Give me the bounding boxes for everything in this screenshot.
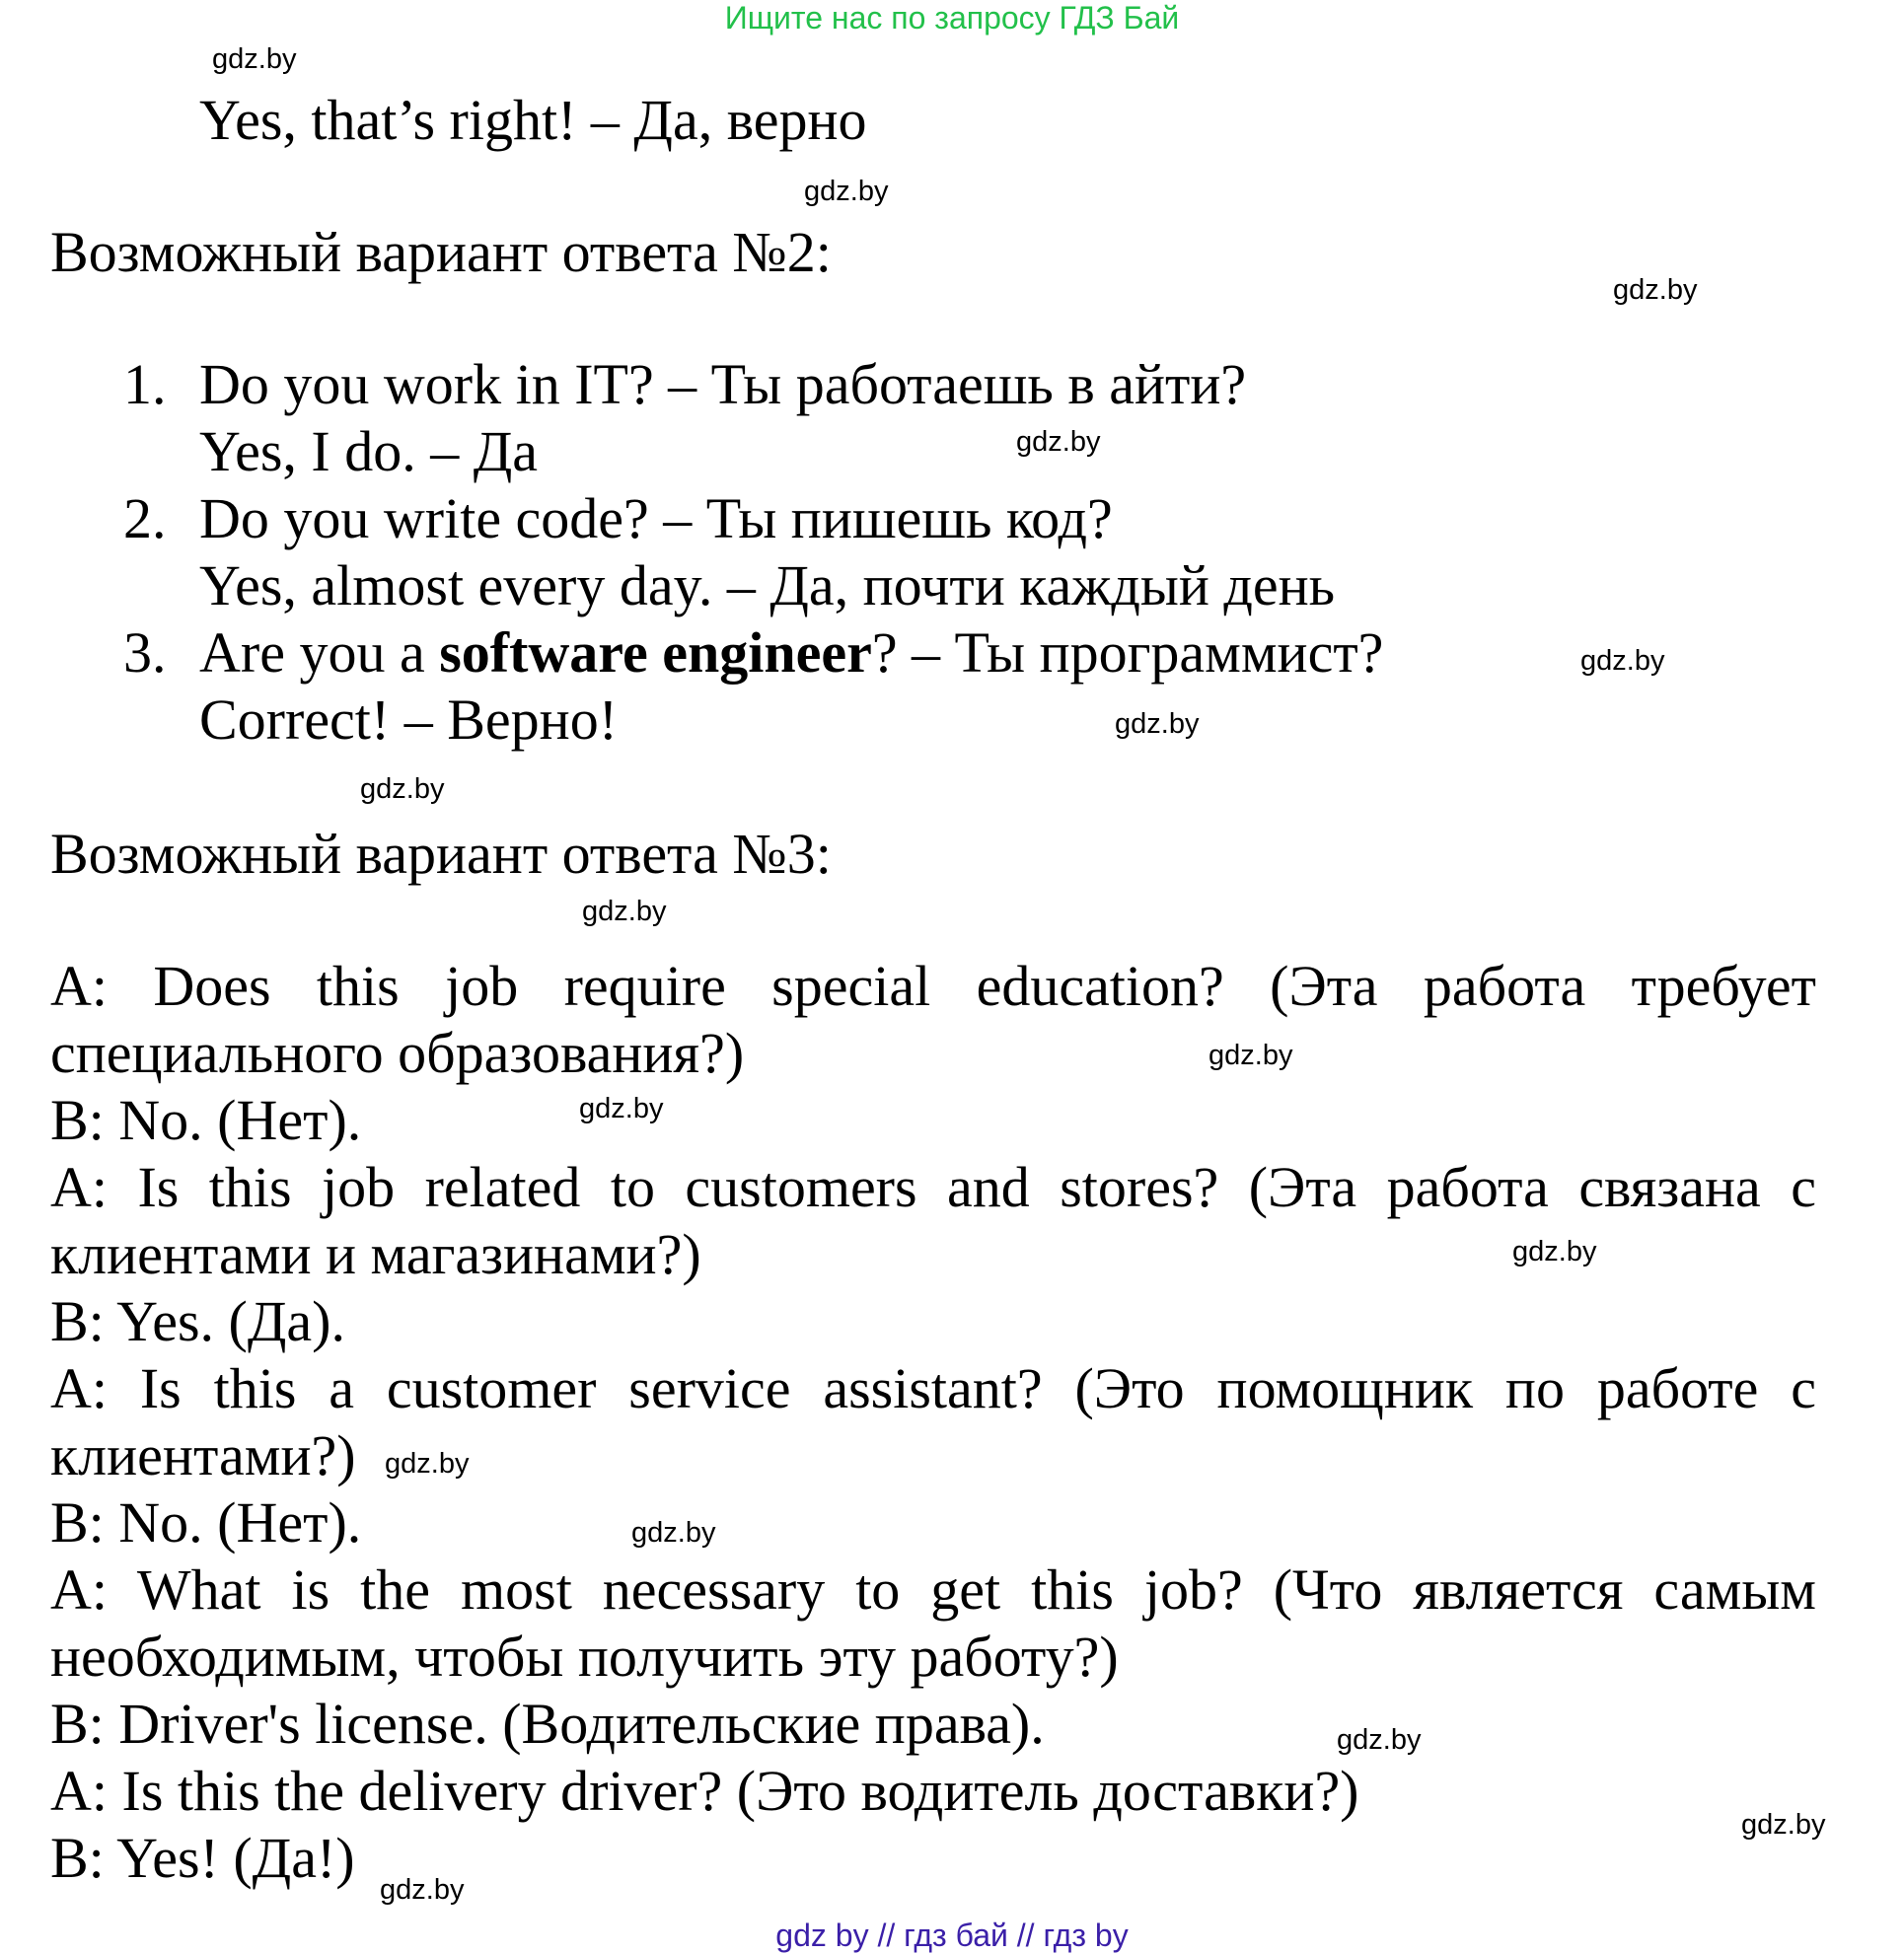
watermark: gdz.by bbox=[1613, 274, 1698, 306]
watermark: gdz.by bbox=[1208, 1040, 1293, 1071]
list-question: Do you write code? – Ты пишешь код? bbox=[199, 486, 1113, 550]
watermark: gdz.by bbox=[582, 896, 667, 927]
footer-links[interactable]: gdz by // гдз бай // гдз by bbox=[775, 1918, 1129, 1953]
dialog-line: необходимым, чтобы получить эту работу?) bbox=[50, 1625, 1119, 1689]
watermark: gdz.by bbox=[579, 1093, 664, 1124]
list-question bbox=[199, 619, 1383, 687]
dialog-line: A: Is this job related to customers and stores? (Эта работа связана с bbox=[50, 1155, 1816, 1219]
dialog-line: специального образования?) bbox=[50, 1021, 745, 1085]
dialog-line: B: Driver's license. (Водительские права). bbox=[50, 1692, 1045, 1756]
heading-variant-3: Возможный вариант ответа №3: bbox=[50, 822, 832, 886]
list-number: 1. bbox=[123, 352, 167, 416]
watermark: gdz.by bbox=[631, 1517, 716, 1549]
search-banner[interactable]: Ищите нас по запросу ГДЗ Бай bbox=[724, 0, 1180, 36]
watermark: gdz.by bbox=[1337, 1724, 1422, 1756]
watermark: gdz.by bbox=[212, 43, 297, 75]
watermark: gdz.by bbox=[804, 176, 889, 207]
watermark: gdz.by bbox=[1016, 426, 1101, 458]
dialog-line: B: Yes. (Да). bbox=[50, 1289, 345, 1353]
watermark: gdz.by bbox=[1115, 708, 1200, 740]
list-answer: Yes, I do. – Да bbox=[199, 419, 539, 483]
dialog-line: A: Is this the delivery driver? (Это водитель доставки?) bbox=[50, 1759, 1359, 1823]
dialog-line: A: Does this job require special education? (Эта работа требует bbox=[50, 954, 1816, 1018]
list-question: Do you work in IT? – Ты работаешь в айти? bbox=[199, 352, 1247, 416]
list-answer: Correct! – Верно! bbox=[199, 688, 619, 752]
watermark: gdz.by bbox=[385, 1448, 470, 1480]
watermark: gdz.by bbox=[380, 1874, 465, 1906]
dialog-line: клиентами и магазинами?) bbox=[50, 1222, 701, 1286]
bold-term: software engineer bbox=[439, 620, 872, 685]
question-text: Are you a bbox=[199, 620, 440, 685]
intro-line: Yes, that’s right! – Да, верно bbox=[199, 88, 867, 152]
dialog-line: A: What is the most necessary to get this job? (Что является самым bbox=[50, 1557, 1816, 1622]
list-answer: Yes, almost every day. – Да, почти каждый день bbox=[199, 553, 1336, 617]
watermark: gdz.by bbox=[360, 773, 445, 805]
heading-variant-2: Возможный вариант ответа №2: bbox=[50, 220, 832, 284]
dialog-line: B: No. (Нет). bbox=[50, 1490, 362, 1555]
list-number: 2. bbox=[123, 486, 167, 550]
watermark: gdz.by bbox=[1580, 645, 1665, 677]
dialog-line: A: Is this a customer service assistant? (Это помощник по работе с bbox=[50, 1356, 1816, 1420]
watermark: gdz.by bbox=[1741, 1809, 1826, 1841]
list-number: 3. bbox=[123, 620, 167, 685]
dialog-line: B: Yes! (Да!) bbox=[50, 1826, 355, 1890]
question-text: ? – Ты программист? bbox=[871, 620, 1384, 685]
watermark: gdz.by bbox=[1512, 1236, 1597, 1267]
dialog-line: клиентами?) bbox=[50, 1423, 356, 1487]
dialog-line: B: No. (Нет). bbox=[50, 1088, 362, 1152]
